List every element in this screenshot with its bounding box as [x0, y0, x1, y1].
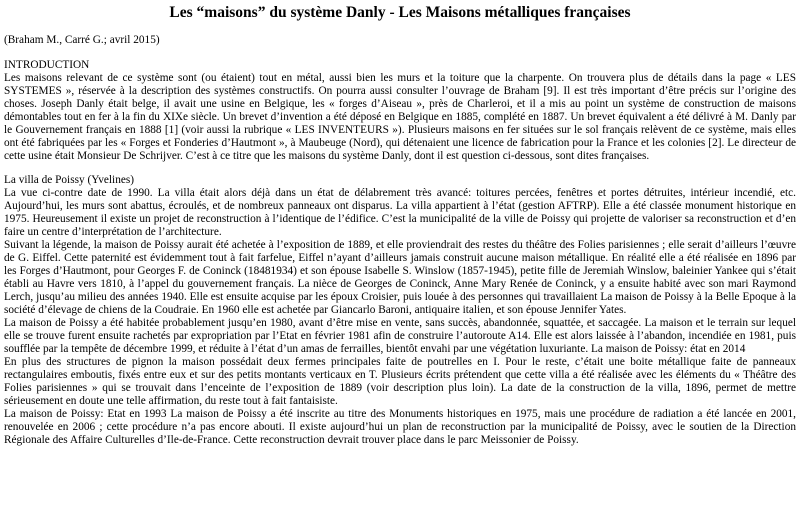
poissy-paragraph-3: La maison de Poissy a été habitée probablement jusqu’en 1980, avant d’être mise en vente, sans succès, abandonnée, squattée, et saccagée. La maison et le terrain sur lequel elle se trouve furent ensuite rachetés par expropriation par l’Etat en février 1981 afin de construire l’autoroute A14. Elle est alors laissée à l’abandon, incendiée en 1981, puis soufflée par la tempête de décembre 1999, et réduite à l’état d’un amas de ferrailles, bientôt envahi par une végétation luxuriante. La maison de Poissy: état en 2014	[4, 317, 796, 355]
intro-paragraph: Les maisons relevant de ce système sont (ou étaient) tout en métal, aussi bien les murs et la toiture que la charpente. On trouvera plus de détails dans la page « LES SYSTEMES », réservée à la description des systèmes constructifs. On pourra aussi consulter l’ouvrage de Braham [9]. Il est très important d’être précis sur l’origine des choses. Joseph Danly était belge, il avait une usine en Belgique, les « forges d’Aiseau », près de Charleroi, et il a mis au point un système de construction de maisons démontables tout en fer à la fin du XIXe siècle. Un brevet d’invention a été déposé en Belgique en 1885, complété en 1887. Un brevet équivalent a été délivré à M. Danly par le Gouvernement français en 1888 [1] (voir aussi la rubrique « LES INVENTEURS »). Plusieurs maisons en fer situées sur le sol français relèvent de ce système, mais elles ont été fabriquées par les « Forges et Fonderies d’Hautmont », à Maubeuge (Nord), qui détenaient une licence de fabrication pour la France et les colonies [2]. Le directeur de cette usine était Monsieur De Schrijver. C’est à ce titre que les maisons du système Danly, dont il est question ci-dessous, sont dites françaises.	[4, 72, 796, 162]
document-title: Les “maisons” du système Danly - Les Maisons métalliques françaises	[169, 4, 631, 21]
poissy-section	[4, 174, 796, 447]
intro-heading: INTRODUCTION	[4, 59, 90, 71]
poissy-paragraph-4: En plus des structures de pignon la maison possédait deux fermes principales faite de poutrelles en I. Pour le reste, c’était une boite métallique faite de panneaux rectangulaires emboutis, fixés entre eux et sur des petits montants verticaux en T. Plusieurs écrits prétendent que cette villa a été réalisée avec les éléments du « Théâtre des Folies parisiennes » qui se trouvait dans l’enceinte de l’exposition de 1889 (voir description plus loin). La date de la construction de la villa, 1896, permet de mettre sérieusement en doute une telle affirmation, du reste tout à fait fantaisiste.	[4, 356, 796, 407]
reference-line: (Braham M., Carré G.; avril 2015)	[4, 34, 160, 46]
poissy-paragraph-1: La vue ci-contre date de 1990. La villa était alors déjà dans un état de délabrement très avancé: toitures percées, fenêtres et portes détruites, intérieur incendié, etc. Aujourd’hui, les murs sont abattus, écroulés, et de nombreux panneaux ont disparus. La villa appartient à l’état (gestion AFTRP). Elle a été classée monument historique en 1975. Heureusement il existe un projet de reconstruction à l’identique de l’édifice. C’est la municipalité de la ville de Poissy qui projette de valoriser sa reconstruction et d’en faire un centre d’interprétation de l’architecture.	[4, 187, 796, 238]
poissy-heading: La villa de Poissy (Yvelines)	[4, 174, 135, 186]
poissy-paragraph-2: Suivant la légende, la maison de Poissy aurait été achetée à l’exposition de 1889, et elle proviendrait des restes du théâtre des Folies parisiennes ; elle serait d’ailleurs l’œuvre de G. Eiffel. Cette paternité est évidemment tout à fait farfelue, Eiffel n’ayant d’ailleurs jamais construit aucune maison métallique. En réalité elle a été réalisée en 1896 par les Forges d’Hautmont, pour Georges F. de Coninck (18481934) et son épouse Isabelle S. Winslow (1857-1945), petite fille de Jeremiah Winslow, baleinier Yankee qui s’était établi au Havre vers 1810, à l’appel du gouvernement français. La nièce de Georges de Coninck, Anne Mary Renée de Coninck, y a ensuite habité avec son mari Raymond Lerch, jusqu’au milieu des années 1940. Elle est ensuite acquise par les époux Croisier, puis louée à des personnes qui travaillaient La maison de Poissy à la Belle Epoque à la société d’élevage de chiens de la Coudraie. En 1960 elle est achetée par Giancarlo Baroni, antiquaire italien, et son épouse Jennifer Yates.	[4, 239, 796, 316]
section-spacer	[4, 163, 796, 174]
document-page	[4, 4, 796, 447]
intro-section	[4, 59, 796, 163]
poissy-paragraph-5: La maison de Poissy: Etat en 1993 La maison de Poissy a été inscrite au titre des Monuments historiques en 1975, mais une procédure de radiation a été lancée en 2001, renouvelée en 2006 ; cette procédure n’a pas encore abouti. Il existe aujourd’hui un plan de reconstruction par la municipalité de Poissy, avec le soutien de la Direction Régionale des Affaire Culturelles d’Ile-de-France. Cette reconstruction devrait trouver place dans le parc Meissonier de Poissy.	[4, 408, 796, 446]
